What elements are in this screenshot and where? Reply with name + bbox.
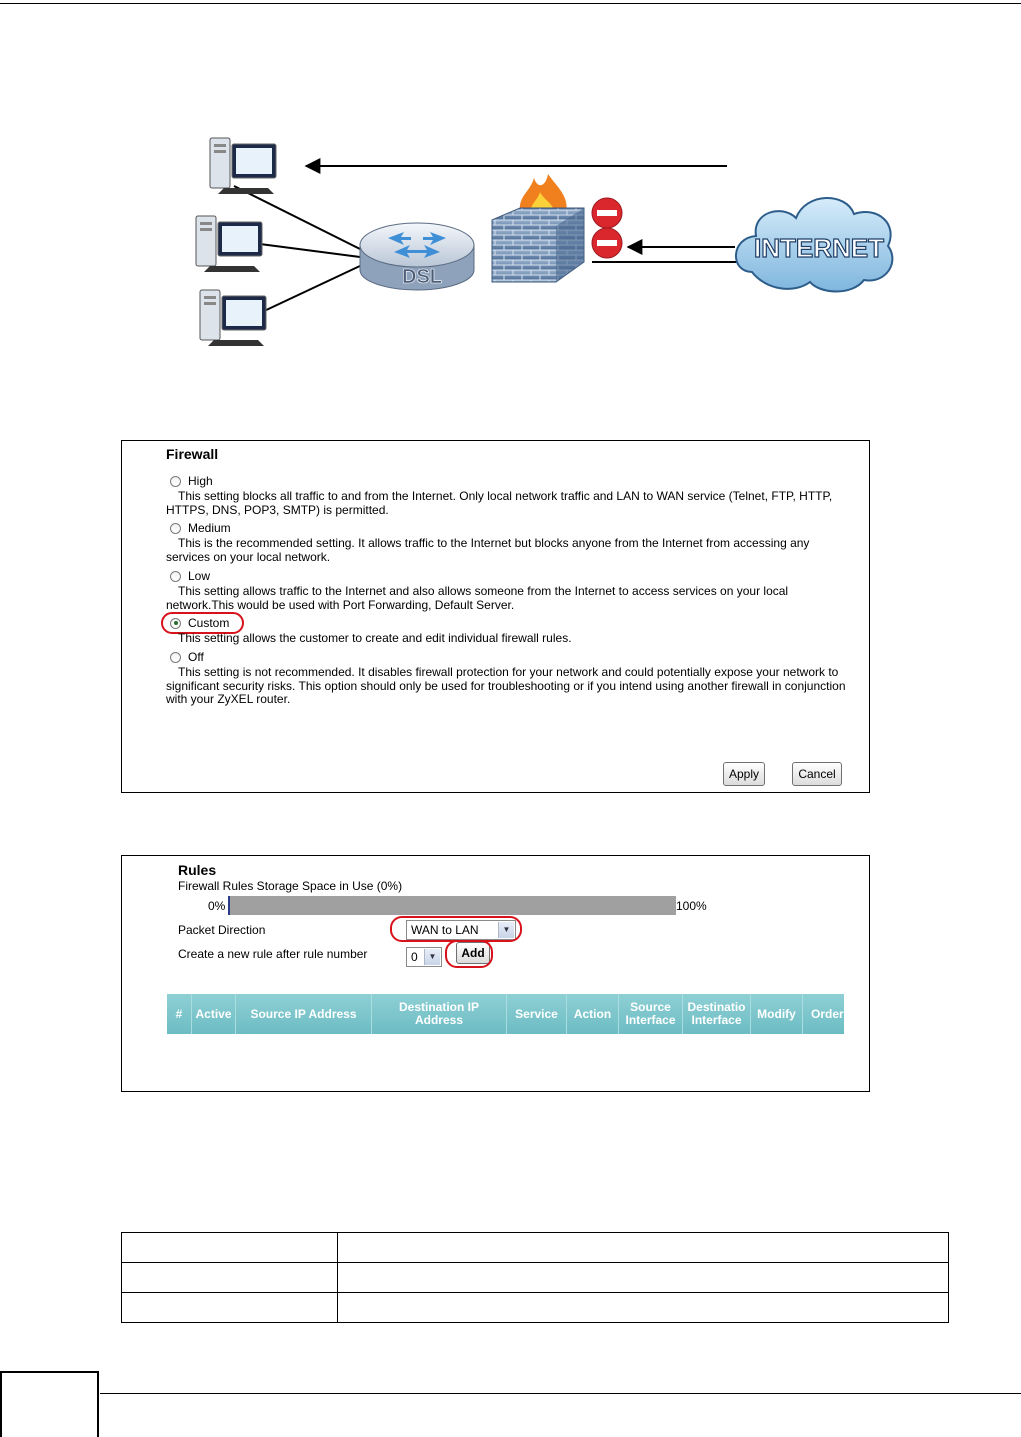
internet-cloud-icon [736,198,892,292]
table-row [122,1233,949,1263]
radio-button[interactable] [170,476,181,487]
router-label: DSL [402,266,442,288]
add-rule-button[interactable]: Add [456,942,490,964]
table-cell [122,1263,338,1293]
network-diagram [0,0,1021,370]
firewall-settings-panel [121,440,870,793]
radio-button[interactable] [170,652,181,663]
rule-number-value: 0 [411,950,418,964]
empty-table [121,1232,949,1323]
cancel-button[interactable]: Cancel [792,762,842,786]
storage-label: Firewall Rules Storage Space in Use (0%) [178,879,403,893]
rules-table-header [167,994,844,1034]
column-header: Active [192,994,236,1034]
packet-direction-value: WAN to LAN [411,923,479,937]
create-rule-label: Create a new rule after rule number [178,947,368,961]
cloud-label: INTERNET [754,233,884,263]
chevron-down-icon[interactable]: ▼ [424,949,440,965]
firewall-icon [492,174,584,282]
storage-max-label: 100% [676,899,707,913]
column-header: Action [567,994,619,1034]
column-header: Destinatio Interface [683,994,751,1034]
column-header: Modify [751,994,803,1034]
computer-icon [196,216,262,272]
computer-icon [210,138,276,194]
column-header: # [167,994,192,1034]
off-description: This setting is not recommended. It disables firewall protection for your network and could potentially expose your network to significant security risks. This option should only be used for troubleshooting or if you intend using another firewall in conjunction with your ZyXEL router. [166,665,846,706]
footer-rule [100,1393,1021,1394]
no-entry-icon [592,198,622,228]
packet-direction-label: Packet Direction [178,923,266,937]
radio-button[interactable] [170,523,181,534]
firewall-title: Firewall [166,446,219,462]
column-header: Service [507,994,567,1034]
high-description: This setting blocks all traffic to and from the Internet. Only local network traffic and LAN to WAN service (Telnet, FTP, HTTP, HTTPS, DNS, POP3, SMTP) is permitted. [166,489,833,517]
medium-description: This is the recommended setting. It allows traffic to the Internet but blocks anyone from the Internet from accessing any services on your local network. [166,536,810,564]
firewall-rules-panel [121,855,870,1092]
table-cell [338,1293,949,1323]
radio-label-medium: Medium [188,521,231,535]
column-header: Source IP Address [236,994,372,1034]
storage-min-label: 0% [208,899,226,913]
table-row [122,1293,949,1323]
chevron-down-icon[interactable]: ▼ [498,922,514,938]
radio-custom[interactable] [170,616,229,630]
radio-label-custom: Custom [188,616,230,630]
table-row [122,1263,949,1293]
storage-usage-bar [228,896,676,915]
apply-button[interactable]: Apply [723,762,765,786]
radio-button[interactable] [170,571,181,582]
radio-low[interactable] [170,569,210,583]
packet-direction-select[interactable] [406,920,516,940]
table-cell [122,1293,338,1323]
low-description: This setting allows traffic to the Internet and also allows someone from the Internet to access services on your local network.This would be used with Port Forwarding, Default Server. [166,584,789,612]
computer-icon [200,290,266,346]
radio-label-low: Low [188,569,211,583]
radio-medium[interactable] [170,521,231,535]
table-cell [122,1233,338,1263]
column-header: Destination IP Address [372,994,507,1034]
table-cell [338,1263,949,1293]
radio-label-off: Off [188,650,204,664]
radio-off[interactable] [170,650,204,664]
rule-number-select[interactable] [406,947,442,967]
page-number-box [0,1371,99,1437]
column-header: Order [803,994,844,1034]
radio-label-high: High [188,474,213,488]
rules-title: Rules [178,862,217,878]
dsl-router-icon [360,223,474,290]
no-entry-icon [592,228,622,258]
table-cell [338,1233,949,1263]
custom-description: This setting allows the customer to create and edit individual firewall rules. [178,631,572,645]
column-header: Source Interface [619,994,683,1034]
radio-high[interactable] [170,474,213,488]
radio-button-selected[interactable] [170,618,181,629]
